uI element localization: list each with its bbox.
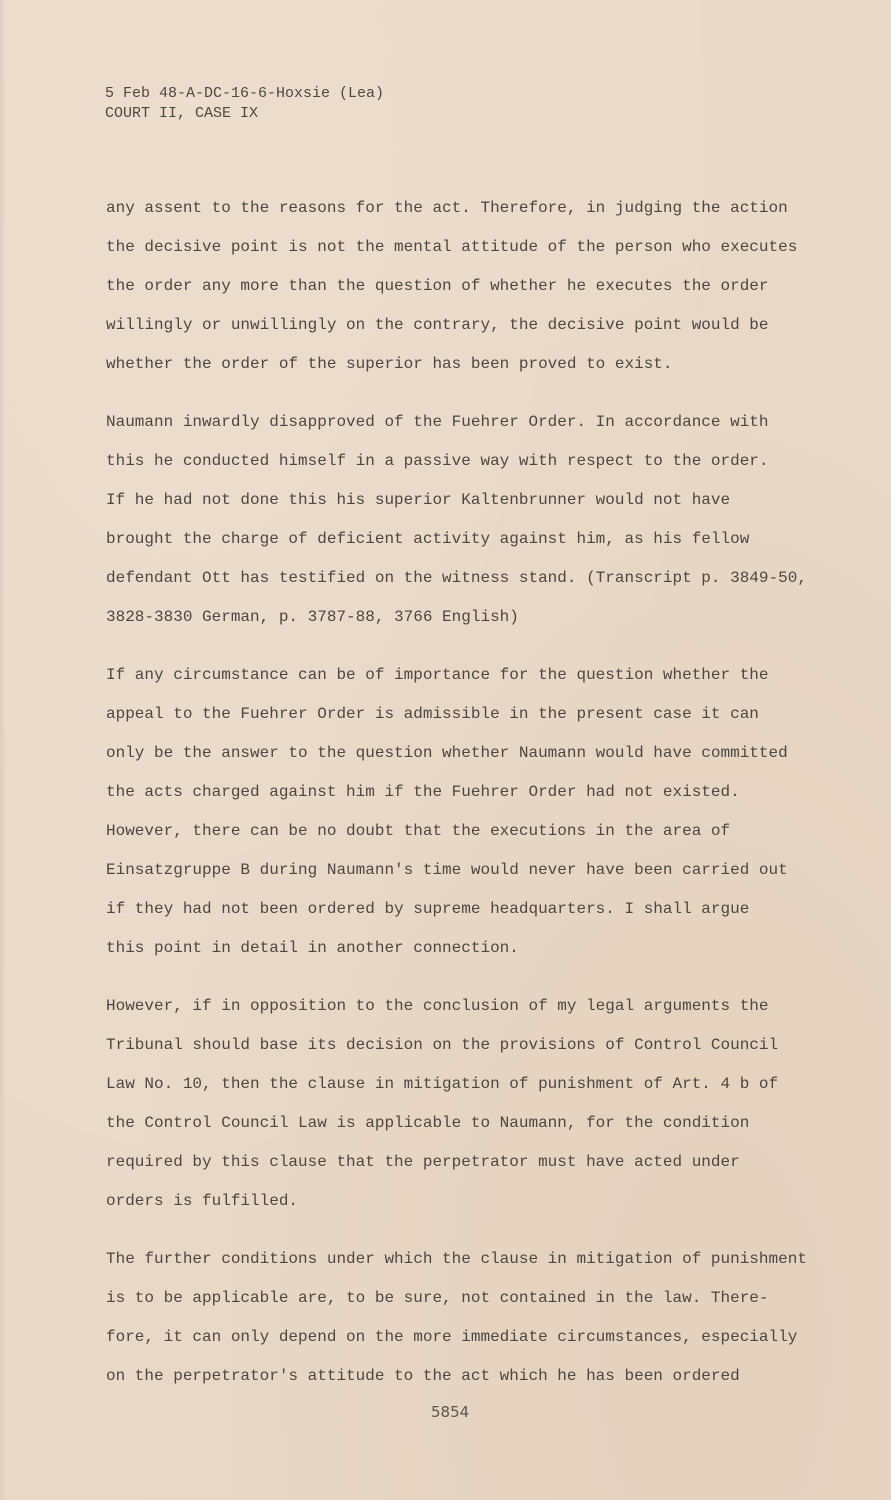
text-line: required by this clause that the perpetrator must have acted under: [106, 1153, 740, 1171]
text-line: willingly or unwillingly on the contrary, the decisive point would be: [106, 316, 769, 334]
text-line: The further conditions under which the clause in mitigation of punishment: [106, 1250, 807, 1268]
document-header: [105, 84, 384, 124]
text-line: the Control Council Law is applicable to Naumann, for the condition: [106, 1114, 750, 1132]
text-line: However, there can be no doubt that the executions in the area of: [106, 822, 731, 840]
paragraph-5: [106, 1240, 811, 1396]
header-court-line: COURT II, CASE IX: [105, 105, 259, 122]
text-line: Tribunal should base its decision on the provisions of Control Council: [106, 1036, 779, 1054]
text-line: brought the charge of deficient activity against him, as his fellow: [106, 530, 750, 548]
text-line: fore, it can only depend on the more immediate circumstances, especially: [106, 1328, 798, 1346]
header-reference-line: 5 Feb 48-A-DC-16-6-Hoxsie (Lea): [105, 85, 385, 102]
paragraph-4: [106, 987, 811, 1221]
paragraph-2: [106, 403, 811, 637]
text-line: Einsatzgruppe B during Naumann's time would never have been carried out: [106, 861, 788, 879]
text-line: orders is fulfilled.: [106, 1192, 299, 1210]
text-line: whether the order of the superior has been proved to exist.: [106, 355, 673, 373]
text-line: any assent to the reasons for the act. Therefore, in judging the action: [106, 199, 788, 217]
text-line: If he had not done this his superior Kaltenbrunner would not have: [106, 491, 731, 509]
text-line: appeal to the Fuehrer Order is admissible in the present case it can: [106, 705, 759, 723]
text-line: this he conducted himself in a passive way with respect to the order.: [106, 452, 769, 470]
text-line: the decisive point is not the mental attitude of the person who executes: [106, 238, 798, 256]
text-line: only be the answer to the question whether Naumann would have committed: [106, 744, 788, 762]
text-line: is to be applicable are, to be sure, not contained in the law. There-: [106, 1289, 769, 1307]
paragraph-3: [106, 656, 811, 968]
text-line: if they had not been ordered by supreme headquarters. I shall argue: [106, 900, 750, 918]
paragraph-1: [106, 189, 811, 384]
text-line: Naumann inwardly disapproved of the Fuehrer Order. In accordance with: [106, 413, 769, 431]
text-line: the acts charged against him if the Fuehrer Order had not existed.: [106, 783, 740, 801]
page-edge-shadow: [0, 0, 6, 1500]
text-line: defendant Ott has testified on the witness stand. (Transcript p. 3849-50,: [106, 569, 807, 587]
text-line: the order any more than the question of whether he executes the order: [106, 277, 769, 295]
text-line: on the perpetrator's attitude to the act which he has been ordered: [106, 1367, 740, 1385]
text-line: 3828-3830 German, p. 3787-88, 3766 English): [106, 608, 519, 626]
text-line: If any circumstance can be of importance for the question whether the: [106, 666, 769, 684]
text-line: However, if in opposition to the conclusion of my legal arguments the: [106, 997, 769, 1015]
text-line: Law No. 10, then the clause in mitigation of punishment of Art. 4 b of: [106, 1075, 779, 1093]
page-number: 5854: [431, 1403, 470, 1421]
text-line: this point in detail in another connection.: [106, 939, 519, 957]
document-body: [106, 189, 811, 1415]
